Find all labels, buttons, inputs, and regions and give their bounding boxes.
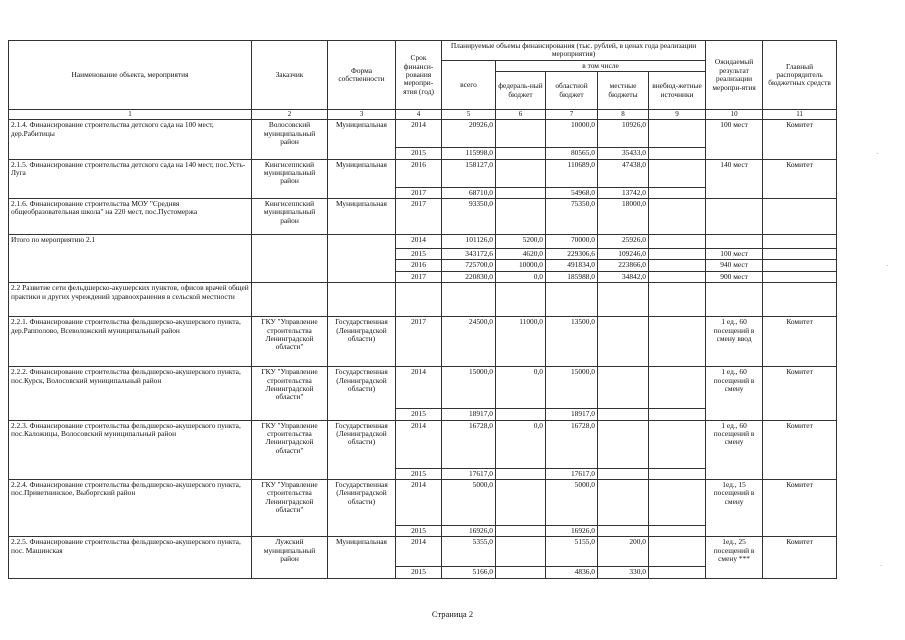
item-federal xyxy=(496,480,546,526)
item-federal xyxy=(496,187,546,198)
totals-manager xyxy=(763,235,837,249)
item-result: 1 ед., 60 посещений в смену xyxy=(706,367,763,420)
item-local xyxy=(598,526,649,537)
header-form: Форма собственности xyxy=(328,41,396,110)
item-regional: 16926,0 xyxy=(546,526,598,537)
column-numbers-row xyxy=(9,110,837,120)
item-total: 16926,0 xyxy=(442,526,496,537)
item-regional: 16728,0 xyxy=(546,420,598,468)
totals-manager xyxy=(763,260,837,271)
item-total: 5166,0 xyxy=(442,567,496,578)
item-total: 15000,0 xyxy=(442,367,496,409)
header-manager: Главный распорядитель бюджетных средств xyxy=(763,41,837,110)
item-form: Муниципальная xyxy=(328,120,396,159)
section-empty-cell xyxy=(763,283,837,317)
table-row xyxy=(9,120,837,148)
scan-mark: · xyxy=(876,150,879,158)
item-federal xyxy=(496,409,546,420)
totals-total: 343172,6 xyxy=(442,249,496,260)
item-customer: Волосовский муниципальный район xyxy=(252,120,328,159)
item-form: Муниципальная xyxy=(328,159,396,198)
section-empty-cell xyxy=(496,283,546,317)
item-form: Государственная (Ленинградской области) xyxy=(328,480,396,537)
totals-result xyxy=(706,235,763,249)
item-year: 2014 xyxy=(396,537,442,567)
financing-table xyxy=(8,40,837,579)
item-regional: 15000,0 xyxy=(546,367,598,409)
column-number: 3 xyxy=(328,110,396,120)
totals-regional: 185988,0 xyxy=(546,271,598,282)
totals-form xyxy=(328,235,396,283)
item-total: 24500,0 xyxy=(442,317,496,367)
item-name: 2.1.6. Финансирование строительства МОУ "Средняя общеобразовательная школа" на 220 мест, пос.Пустомержа xyxy=(9,199,252,235)
item-local xyxy=(598,367,649,409)
item-local: 47438,0 xyxy=(598,159,649,187)
totals-total: 101126,0 xyxy=(442,235,496,249)
item-local xyxy=(598,409,649,420)
item-manager: Комитет xyxy=(763,120,837,159)
item-local: 10926,0 xyxy=(598,120,649,148)
header-federal: федераль-ный бюджет xyxy=(496,72,546,110)
item-local xyxy=(598,468,649,479)
item-local xyxy=(598,317,649,367)
item-year: 2014 xyxy=(396,367,442,409)
totals-manager xyxy=(763,271,837,282)
item-federal xyxy=(496,537,546,567)
item-total: 18917,0 xyxy=(442,409,496,420)
item-federal xyxy=(496,120,546,148)
totals-manager xyxy=(763,249,837,260)
item-year: 2015 xyxy=(396,567,442,578)
item-extra xyxy=(649,526,706,537)
column-number: 11 xyxy=(763,110,837,120)
item-total: 68710,0 xyxy=(442,187,496,198)
section-empty-cell xyxy=(706,283,763,317)
item-year: 2015 xyxy=(396,409,442,420)
item-total: 5355,0 xyxy=(442,537,496,567)
item-year: 2014 xyxy=(396,420,442,468)
column-number: 5 xyxy=(442,110,496,120)
item-form: Государственная (Ленинградской области) xyxy=(328,317,396,367)
item-manager: Комитет xyxy=(763,480,837,537)
column-number: 7 xyxy=(546,110,598,120)
totals-regional: 70000,0 xyxy=(546,235,598,249)
table-row xyxy=(9,159,837,187)
column-number: 10 xyxy=(706,110,763,120)
totals-result: 940 мест xyxy=(706,260,763,271)
item-name: 2.1.5. Финансирование строительства детского сада на 140 мест, пос.Усть-Луга xyxy=(9,159,252,198)
item-regional: 5000,0 xyxy=(546,480,598,526)
item-regional: 75350,0 xyxy=(546,199,598,235)
item-federal xyxy=(496,468,546,479)
table-row xyxy=(9,367,837,409)
totals-regional: 229306,6 xyxy=(546,249,598,260)
item-customer: Кингисеппский муниципальный район xyxy=(252,199,328,235)
header-name: Наименование объекта, мероприятия xyxy=(9,41,252,110)
item-total: 16728,0 xyxy=(442,420,496,468)
item-year: 2017 xyxy=(396,317,442,367)
table-row xyxy=(9,317,837,367)
header-customer: Заказчик xyxy=(252,41,328,110)
totals-customer xyxy=(252,235,328,283)
header-extra: внебюд-жетные источники xyxy=(649,72,706,110)
column-number: 6 xyxy=(496,110,546,120)
item-customer: Кингисеппский муниципальный район xyxy=(252,159,328,198)
item-total: 93350,0 xyxy=(442,199,496,235)
item-extra xyxy=(649,567,706,578)
item-customer: ГКУ "Управление строительства Ленинградской области" xyxy=(252,367,328,420)
column-number: 2 xyxy=(252,110,328,120)
item-total: 5000,0 xyxy=(442,480,496,526)
item-local xyxy=(598,420,649,468)
item-manager: Комитет xyxy=(763,367,837,420)
item-federal: 0,0 xyxy=(496,420,546,468)
item-manager: Комитет xyxy=(763,159,837,198)
totals-year: 2016 xyxy=(396,260,442,271)
item-extra xyxy=(649,537,706,567)
totals-local: 109246,0 xyxy=(598,249,649,260)
section-empty-cell xyxy=(598,283,649,317)
item-year: 2014 xyxy=(396,120,442,148)
item-federal xyxy=(496,199,546,235)
item-year: 2015 xyxy=(396,468,442,479)
document-page xyxy=(8,40,836,579)
item-federal xyxy=(496,148,546,159)
item-regional: 18917,0 xyxy=(546,409,598,420)
item-form: Государственная (Ленинградской области) xyxy=(328,420,396,479)
item-regional: 10000,0 xyxy=(546,120,598,148)
item-customer: ГКУ "Управление строительства Ленинградской области" xyxy=(252,480,328,537)
section-empty-cell xyxy=(546,283,598,317)
column-number: 8 xyxy=(598,110,649,120)
item-local: 35433,0 xyxy=(598,148,649,159)
item-extra xyxy=(649,120,706,148)
item-manager: Комитет xyxy=(763,420,837,479)
item-name: 2.1.4. Финансирование строительства детского сада на 100 мест, дер.Рабитицы xyxy=(9,120,252,159)
page-number: Страница 2 xyxy=(431,609,474,619)
table-row xyxy=(9,480,837,526)
totals-total: 725700,0 xyxy=(442,260,496,271)
header-total: всего xyxy=(442,60,496,109)
item-name: 2.2.5. Финансирование строительства фельдшерско-акушерского пункта, пос. Машинская xyxy=(9,537,252,578)
item-total: 158127,0 xyxy=(442,159,496,187)
totals-local: 223866,0 xyxy=(598,260,649,271)
item-form: Государственная (Ленинградской области) xyxy=(328,367,396,420)
item-result: 1 ед., 60 посещений в смену ввод xyxy=(706,317,763,367)
item-regional: 80565,0 xyxy=(546,148,598,159)
item-result: 1 ед., 60 посещений в смену xyxy=(706,420,763,479)
item-regional: 5155,0 xyxy=(546,537,598,567)
totals-result: 100 мест xyxy=(706,249,763,260)
item-year: 2016 xyxy=(396,159,442,187)
totals-year: 2017 xyxy=(396,271,442,282)
section-empty-cell xyxy=(442,283,496,317)
totals-total: 220830,0 xyxy=(442,271,496,282)
section-title: 2.2 Развитие сети фельдшерско-акушерских пунктов, офисов врачей общей практики и других учреждений здравоохранения в сельской местности xyxy=(9,283,252,317)
totals-regional: 491834,0 xyxy=(546,260,598,271)
item-form: Муниципальная xyxy=(328,199,396,235)
totals-extra xyxy=(649,235,706,249)
header-including: в том числе xyxy=(496,60,706,71)
item-local: 330,0 xyxy=(598,567,649,578)
item-regional: 54968,0 xyxy=(546,187,598,198)
item-result: 1ед., 25 посещений в смену *** xyxy=(706,537,763,578)
item-manager: Комитет xyxy=(763,537,837,578)
item-form: Муниципальная xyxy=(328,537,396,578)
item-total: 17617,0 xyxy=(442,468,496,479)
item-extra xyxy=(649,199,706,235)
item-local: 18000,0 xyxy=(598,199,649,235)
header-result: Ожидаемый результат реализации меропри-ятия xyxy=(706,41,763,110)
item-result: 1ед., 15 посещений в смену xyxy=(706,480,763,537)
totals-year: 2015 xyxy=(396,249,442,260)
item-year: 2015 xyxy=(396,148,442,159)
table-row xyxy=(9,420,837,468)
item-name: 2.2.4. Финансирование строительства фельдшерско-акушерского пункта, пос.Приветнинское, Выборгский район xyxy=(9,480,252,537)
item-extra xyxy=(649,468,706,479)
item-name: 2.2.2. Финансирование строительства фельдшерско-акушерского пункта, пос.Курск, Волосовский муниципальный район xyxy=(9,367,252,420)
item-manager xyxy=(763,199,837,235)
section-empty-cell xyxy=(396,283,442,317)
item-name: 2.2.1. Финансирование строительства фельдшерско-акушерского пункта, дер.Рапполово, Всеволожский муниципальный район xyxy=(9,317,252,367)
header-local: местные бюджеты xyxy=(598,72,649,110)
totals-federal: 10000,0 xyxy=(496,260,546,271)
table-row xyxy=(9,537,837,567)
item-local: 200,0 xyxy=(598,537,649,567)
section-empty-cell xyxy=(649,283,706,317)
item-regional: 17617,0 xyxy=(546,468,598,479)
item-year: 2014 xyxy=(396,480,442,526)
item-extra xyxy=(649,187,706,198)
item-result: 140 мест xyxy=(706,159,763,198)
item-extra xyxy=(649,148,706,159)
item-regional: 110689,0 xyxy=(546,159,598,187)
item-customer: Лужский муниципальный район xyxy=(252,537,328,578)
header-period: Срок финанси-рования меропри-ятия (год) xyxy=(396,41,442,110)
item-total: 115998,0 xyxy=(442,148,496,159)
item-regional: 4836,0 xyxy=(546,567,598,578)
item-year: 2017 xyxy=(396,199,442,235)
item-customer: ГКУ "Управление строительства Ленинградской области" xyxy=(252,317,328,367)
item-manager: Комитет xyxy=(763,317,837,367)
item-federal xyxy=(496,567,546,578)
item-year: 2017 xyxy=(396,187,442,198)
item-extra xyxy=(649,409,706,420)
scan-mark: · xyxy=(880,562,883,570)
totals-local: 34842,0 xyxy=(598,271,649,282)
totals-federal: 0,0 xyxy=(496,271,546,282)
item-total: 20926,0 xyxy=(442,120,496,148)
item-year: 2015 xyxy=(396,526,442,537)
item-federal xyxy=(496,526,546,537)
header-planned: Планируемые объемы финансирования (тыс. рублей, в ценах года реализации мероприятия) xyxy=(442,41,706,61)
totals-year: 2014 xyxy=(396,235,442,249)
item-result xyxy=(706,199,763,235)
totals-result: 900 мест xyxy=(706,271,763,282)
item-customer: ГКУ "Управление строительства Ленинградской области" xyxy=(252,420,328,479)
item-extra xyxy=(649,159,706,187)
section-empty-cell xyxy=(252,283,328,317)
item-federal: 0,0 xyxy=(496,367,546,409)
item-local: 13742,0 xyxy=(598,187,649,198)
table-row xyxy=(9,199,837,235)
header-regional: областной бюджет xyxy=(546,72,598,110)
item-result: 100 мест xyxy=(706,120,763,159)
item-extra xyxy=(649,480,706,526)
item-extra xyxy=(649,420,706,468)
item-extra xyxy=(649,317,706,367)
scan-mark: · xyxy=(886,262,889,270)
totals-extra xyxy=(649,249,706,260)
item-federal xyxy=(496,159,546,187)
item-extra xyxy=(649,367,706,409)
item-federal: 11000,0 xyxy=(496,317,546,367)
item-regional: 13500,0 xyxy=(546,317,598,367)
section-row xyxy=(9,283,837,317)
totals-extra xyxy=(649,271,706,282)
item-name: 2.2.3. Финансирование строительства фельдшерско-акушерского пункта, пос.Каложицы, Волосовский муниципальный район xyxy=(9,420,252,479)
column-number: 4 xyxy=(396,110,442,120)
item-local xyxy=(598,480,649,526)
column-number: 9 xyxy=(649,110,706,120)
totals-local: 25926,0 xyxy=(598,235,649,249)
section-empty-cell xyxy=(328,283,396,317)
totals-label: Итого по мероприятию 2.1 xyxy=(9,235,252,283)
totals-extra xyxy=(649,260,706,271)
totals-federal: 5200,0 xyxy=(496,235,546,249)
totals-federal: 4620,0 xyxy=(496,249,546,260)
totals-row xyxy=(9,235,837,249)
column-number: 1 xyxy=(9,110,252,120)
